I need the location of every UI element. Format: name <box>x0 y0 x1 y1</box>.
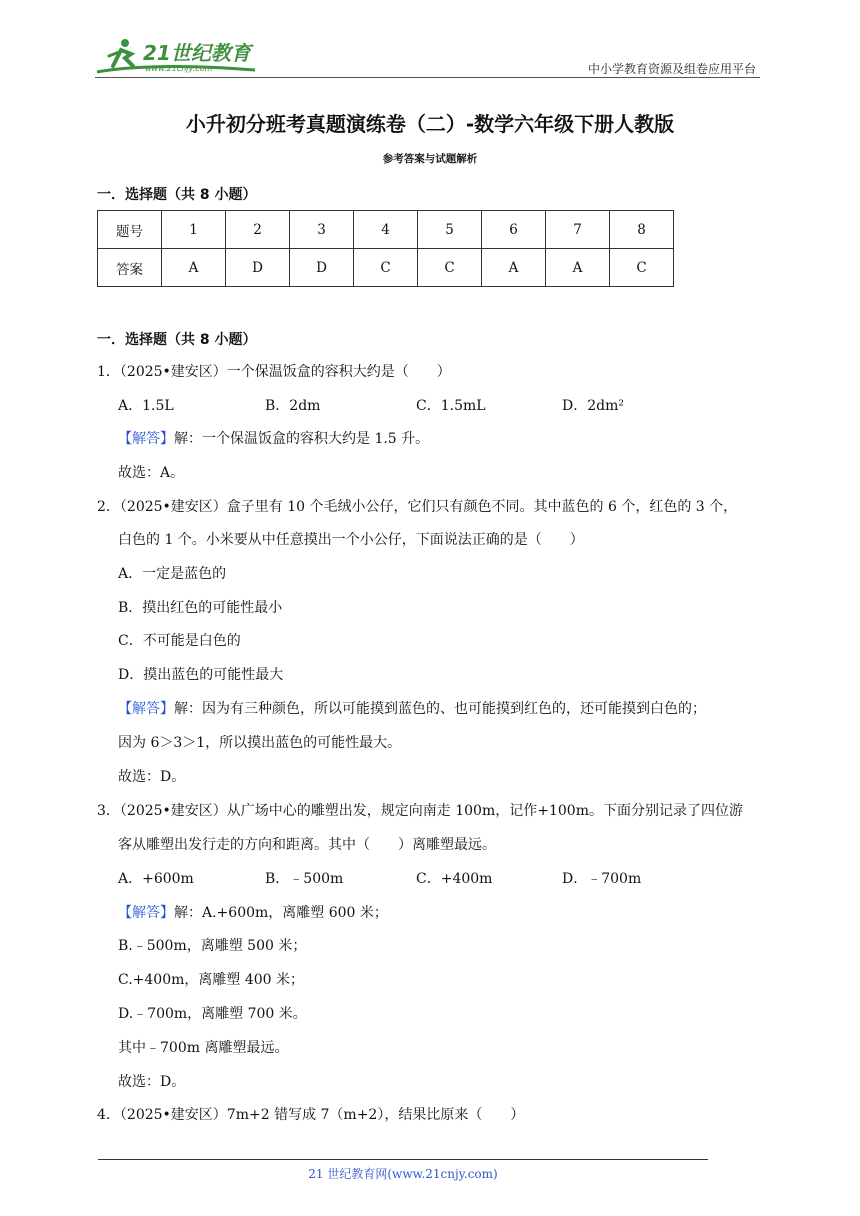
table-cell: A <box>162 249 226 287</box>
q2-solution-line-1 <box>118 699 706 719</box>
q2-solution-line-2: 因为 6＞3＞1，所以摸出蓝色的可能性最大。 <box>118 735 402 751</box>
solution-text: 解：因为有三种颜色，所以可能摸到蓝色的、也可能摸到红色的，还可能摸到白色的； <box>174 701 706 717</box>
solution-tag: 【解答】 <box>118 431 174 447</box>
table-cell: A <box>482 249 546 287</box>
platform-name: 中小学教育资源及组卷应用平台 <box>587 62 756 76</box>
page-subtitle: 参考答案与试题解析 <box>382 153 478 165</box>
table-cell: C <box>418 249 482 287</box>
q2-choice: 故选：D。 <box>118 769 186 785</box>
table-cell: 2 <box>226 211 290 249</box>
q1-option-b: B．2dm <box>265 398 321 414</box>
q2-option-d: D．摸出蓝色的可能性最大 <box>118 667 284 683</box>
logo-text: 21世纪教育 <box>143 41 251 65</box>
table-row-numbers <box>98 211 674 249</box>
q3-choice: 故选：D。 <box>118 1074 186 1090</box>
q1-choice: 故选：A。 <box>118 465 185 481</box>
solution-text: 解：A.+600m，离雕塑 600 米； <box>174 905 388 921</box>
question-4-stem: 4．（2025•建安区）7m+2 错写成 7（m+2），结果比原来（ ） <box>97 1107 525 1123</box>
table-cell: D <box>226 249 290 287</box>
table-cell: D <box>290 249 354 287</box>
table-cell: 5 <box>418 211 482 249</box>
logo-21cnjy <box>95 36 265 76</box>
q1-option-d: D．2dm² <box>562 398 624 414</box>
q2-option-b: B．摸出红色的可能性最小 <box>118 600 283 616</box>
solution-tag: 【解答】 <box>118 701 174 717</box>
section-heading-2: 一．选择题（共 8 小题） <box>97 332 257 348</box>
header-divider <box>95 77 760 78</box>
logo-url: www.21cnjy.com <box>145 64 213 73</box>
footer-divider <box>98 1159 708 1160</box>
table-cell: 6 <box>482 211 546 249</box>
question-2-stem-line-2: 白色的 1 个。小米要从中任意摸出一个小公仔，下面说法正确的是（ ） <box>118 532 584 548</box>
answer-table <box>97 210 674 287</box>
q2-option-c: C．不可能是白色的 <box>118 633 241 649</box>
section-heading-1: 一．选择题（共 8 小题） <box>97 187 257 203</box>
q1-option-c: C．1.5mL <box>416 398 486 414</box>
table-cell: 4 <box>354 211 418 249</box>
page-header <box>95 34 760 78</box>
q2-option-a: A．一定是蓝色的 <box>118 566 227 582</box>
table-cell: A <box>546 249 610 287</box>
q1-option-a: A．1.5L <box>118 398 174 414</box>
table-cell: 3 <box>290 211 354 249</box>
question-3-stem-line-1: 3．（2025•建安区）从广场中心的雕塑出发，规定向南走 100m，记作+100m。下面分别记录了四位游 <box>97 803 743 819</box>
table-cell: 7 <box>546 211 610 249</box>
row-label: 答案 <box>98 249 162 287</box>
q3-solution-line-c: C.+400m，离雕塑 400 米； <box>118 972 305 988</box>
table-row-answers <box>98 249 674 287</box>
table-cell: 8 <box>610 211 674 249</box>
question-1-stem: 1．（2025•建安区）一个保温饭盒的容积大约是（ ） <box>97 364 451 380</box>
q3-solution-line-d: D.﹣700m，离雕塑 700 米。 <box>118 1006 307 1022</box>
q3-solution-line-1 <box>118 903 388 923</box>
row-label: 题号 <box>98 211 162 249</box>
question-2-stem-line-1: 2．（2025•建安区）盒子里有 10 个毛绒小公仔，它们只有颜色不同。其中蓝色的 6 个，红色的 3 个， <box>97 499 738 515</box>
q1-solution <box>118 429 429 449</box>
q3-solution-line-b: B.﹣500m，离雕塑 500 米； <box>118 938 307 954</box>
q3-option-b: B．﹣500m <box>265 871 344 887</box>
table-cell: 1 <box>162 211 226 249</box>
q3-conclusion: 其中﹣700m 离雕塑最远。 <box>118 1040 289 1056</box>
question-3-stem-line-2: 客从雕塑出发行走的方向和距离。其中（ ）离雕塑最远。 <box>118 837 496 853</box>
q3-option-c: C．+400m <box>416 871 493 887</box>
q3-option-d: D．﹣700m <box>562 871 642 887</box>
solution-text: 解：一个保温饭盒的容积大约是 1.5 升。 <box>174 431 430 447</box>
q3-option-a: A．+600m <box>118 871 194 887</box>
page-title: 小升初分班考真题演练卷（二）-数学六年级下册人教版 <box>185 112 675 136</box>
solution-tag: 【解答】 <box>118 905 174 921</box>
footer-link[interactable]: 21 世纪教育网(www.21cnjy.com) <box>308 1167 498 1181</box>
table-cell: C <box>354 249 418 287</box>
table-cell: C <box>610 249 674 287</box>
